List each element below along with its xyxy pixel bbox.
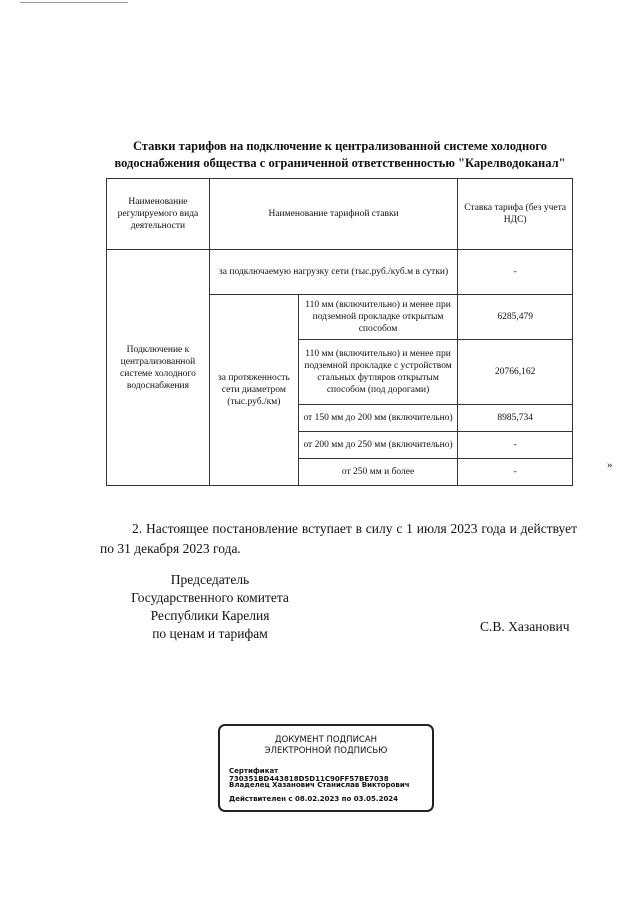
stamp-validity: Действителен с 08.02.2023 по 03.05.2024 bbox=[229, 795, 399, 803]
electronic-signature-stamp bbox=[218, 724, 434, 812]
document-title bbox=[80, 138, 600, 172]
stamp-certificate: Сертификат 730351BD443818D5D11C90FF57BE7038 bbox=[229, 767, 389, 783]
position-line: Председатель bbox=[170, 572, 250, 587]
rate-value-cell: 20766,162 bbox=[458, 340, 573, 405]
header-rate-value: Ставка тарифа (без учета НДС) bbox=[458, 179, 573, 250]
diameter-label-cell: от 200 мм до 250 мм (включительно) bbox=[298, 432, 458, 459]
position-line: по ценам и тарифам bbox=[152, 626, 268, 641]
title-line-1: Ставки тарифов на подключение к централизованной системе холодного bbox=[132, 139, 548, 153]
tariff-table bbox=[106, 178, 573, 486]
rate-value-cell: 8985,734 bbox=[458, 405, 573, 432]
stamp-heading-1: ДОКУМЕНТ ПОДПИСАН bbox=[274, 735, 378, 745]
position-line: Республики Карелия bbox=[150, 608, 270, 623]
length-label-cell: за протяженность сети диаметром (тыс.руб./км) bbox=[209, 295, 298, 486]
stamp-owner: Владелец Хазанович Станислав Викторович bbox=[229, 781, 410, 789]
effective-date-paragraph: 2. Настоящее постановление вступает в силу с 1 июля 2023 года и действует по 31 декабря 2023 года. bbox=[100, 521, 577, 556]
load-value-cell: - bbox=[458, 250, 573, 295]
rate-value-cell: 6285,479 bbox=[458, 295, 573, 340]
signatory-position bbox=[100, 571, 320, 643]
table-row bbox=[107, 250, 573, 295]
closing-quote: » bbox=[607, 459, 613, 471]
title-line-2: водоснабжения общества с ограниченной ответственностью "Карелводоканал" bbox=[114, 156, 566, 170]
load-label-cell: за подключаемую нагрузку сети (тыс.руб./куб.м в сутки) bbox=[209, 250, 457, 295]
position-line: Государственного комитета bbox=[131, 590, 289, 605]
diameter-label-cell: от 150 мм до 200 мм (включительно) bbox=[298, 405, 458, 432]
activity-cell: Подключение к централизованной системе холодного водоснабжения bbox=[107, 250, 210, 486]
diameter-label-cell: 110 мм (включительно) и менее при подземной прокладке с устройством стальных футляров открытым способом (под дорогами) bbox=[298, 340, 458, 405]
table-header-row bbox=[107, 179, 573, 250]
top-rule bbox=[20, 2, 128, 3]
diameter-label-cell: 110 мм (включительно) и менее при подземной прокладке открытым способом bbox=[298, 295, 458, 340]
rate-value-cell: - bbox=[458, 432, 573, 459]
header-rate-name: Наименование тарифной ставки bbox=[209, 179, 457, 250]
rate-value-cell: - bbox=[458, 459, 573, 486]
signatory-name: С.В. Хазанович bbox=[480, 619, 570, 634]
stamp-heading-2: ЭЛЕКТРОННОЙ ПОДПИСЬЮ bbox=[264, 746, 388, 756]
diameter-label-cell: от 250 мм и более bbox=[298, 459, 458, 486]
header-activity: Наименование регулируемого вида деятельности bbox=[107, 179, 210, 250]
